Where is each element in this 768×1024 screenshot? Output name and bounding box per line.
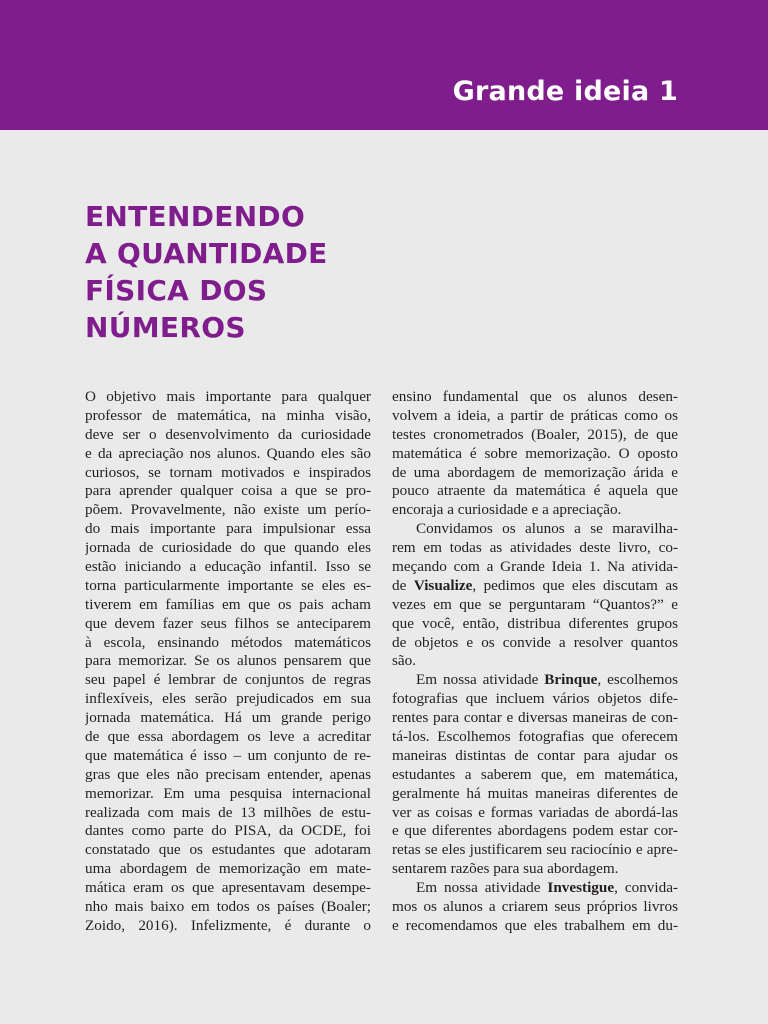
text-line: realizada com mais de 13 milhões de estu- — [85, 803, 371, 821]
text-line: que você, então, distribua diferentes grupos — [392, 614, 678, 632]
text-line: do mais importante para impulsionar essa — [85, 520, 371, 538]
text-segment: , convida- — [614, 879, 678, 897]
text-line: constatado que os estudantes que adotaram — [85, 841, 371, 859]
text-line: ver as coisas e formas variadas de abordá-las — [392, 803, 678, 821]
chapter-title-line: ENTENDENDO — [85, 200, 306, 233]
text-line: de que essa abordagem os leve a acreditar — [85, 728, 371, 746]
text-line-with-bold — [392, 577, 678, 596]
text-line: à escola, ensinando métodos matemáticos — [85, 633, 371, 651]
text-line: que matemática é isso – um conjunto de re- — [85, 746, 371, 764]
text-line: de uma abordagem de memorização árida e — [392, 463, 678, 481]
activity-name-investigue: Investigue — [547, 879, 615, 897]
text-line: põem. Provavelmente, não existe um perío- — [85, 501, 371, 519]
text-line: nho mais baixo em todos os países (Boaler; — [85, 898, 371, 916]
text-segment: Em nossa atividade — [416, 671, 545, 689]
text-line: e recomendamos que eles trabalhem em du- — [392, 916, 678, 934]
body-column-left — [85, 388, 371, 936]
text-line: que devem fazer seus filhos se anteciparem — [85, 614, 371, 632]
text-line: testes cronometrados (Boaler, 2015), de que — [392, 425, 678, 443]
text-line: rem em todas as atividades deste livro, co- — [392, 539, 678, 557]
text-line: torna particularmente importante se eles es- — [85, 576, 371, 594]
text-line-with-bold — [392, 879, 678, 898]
text-line: retas se eles justificarem seu raciocínio e apre- — [392, 841, 678, 859]
text-line: estão iniciando a educação infantil. Isso se — [85, 558, 371, 576]
text-line: seu papel é lembrar de conjuntos de regras — [85, 671, 371, 689]
text-line: O objetivo mais importante para qualquer — [85, 388, 371, 405]
text-line: Zoido, 2016). Infelizmente, é durante o — [85, 916, 371, 934]
text-line: de objetos e os convide a resolver quantos — [392, 633, 678, 651]
text-line: maneiras distintas de contar para ajudar os — [392, 746, 678, 764]
text-segment: , pedimos que eles discutam as — [472, 576, 678, 594]
text-line: rentes para contar e diversas maneiras de con- — [392, 709, 678, 727]
text-line: jornada de curiosidade do que quando eles — [85, 539, 371, 557]
section-title: Grande ideia 1 — [452, 76, 678, 107]
text-line: deve ser o desenvolvimento da curiosidade — [85, 425, 371, 443]
text-line: e da apreciação nos alunos. Quando eles são — [85, 444, 371, 462]
text-line: Convidamos os alunos a se maravilha- — [416, 520, 678, 538]
text-line: uma abordagem de memorização em mate- — [85, 860, 371, 878]
activity-name-visualize: Visualize — [413, 576, 473, 594]
text-line: geralmente há muitas maneiras diferentes de — [392, 784, 678, 802]
text-line: fotografias que incluem vários objetos dife- — [392, 690, 678, 708]
text-line: memorizar. Em uma pesquisa internacional — [85, 784, 371, 802]
text-line: mos os alunos a criarem seus próprios livros — [392, 898, 678, 916]
text-line: meçando com a Grande Ideia 1. Na ativida- — [392, 558, 678, 576]
text-line: tiverem em famílias em que os pais acham — [85, 595, 371, 613]
text-line: matemática é sobre memorização. O oposto — [392, 444, 678, 462]
text-segment: de — [392, 576, 414, 594]
text-line: mática eram os que apresentavam desempe- — [85, 879, 371, 897]
text-line: professor de matemática, na minha visão, — [85, 406, 371, 424]
text-line: jornada matemática. Há um grande perigo — [85, 709, 371, 727]
text-segment: , escolhemos — [597, 671, 678, 689]
text-line: estudantes a saberem que, em matemática, — [392, 765, 678, 783]
activity-name-brinque: Brinque — [544, 671, 598, 689]
chapter-title-line: A QUANTIDADE — [85, 237, 328, 270]
text-line: dantes como parte do PISA, da OCDE, foi — [85, 822, 371, 840]
chapter-title-line: FÍSICA DOS — [85, 274, 268, 307]
text-segment: Em nossa atividade — [416, 879, 548, 897]
text-line: encoraja a curiosidade e a apreciação. — [392, 501, 622, 519]
chapter-title-line: NÚMEROS — [85, 311, 246, 344]
text-line: pouco atraente da matemática é aquela que — [392, 482, 678, 500]
text-line: são. — [392, 652, 417, 670]
text-line: para aprender qualquer coisa a que se pro- — [85, 482, 371, 500]
text-line-with-bold — [392, 671, 678, 690]
body-column-right — [392, 388, 678, 936]
header-band — [0, 0, 768, 130]
chapter-title — [85, 198, 425, 346]
text-line: gras que eles não precisam entender, apenas — [85, 765, 371, 783]
text-line: sentarem razões para sua abordagem. — [392, 860, 619, 878]
text-line: inflexíveis, eles serão prejudicados em sua — [85, 690, 371, 708]
text-line: vezes em que se perguntaram “Quantos?” e — [392, 595, 678, 613]
text-line: tá-los. Escolhemos fotografias que oferecem — [392, 728, 678, 746]
text-line: ensino fundamental que os alunos desen- — [392, 388, 678, 405]
text-line: curiosos, se tornam motivados e inspirados — [85, 463, 371, 481]
text-line: para memorizar. Se os alunos pensarem que — [85, 652, 371, 670]
text-line: volvem a ideia, a partir de práticas como os — [392, 406, 678, 424]
text-line: e que diferentes abordagens podem estar cor- — [392, 822, 678, 840]
